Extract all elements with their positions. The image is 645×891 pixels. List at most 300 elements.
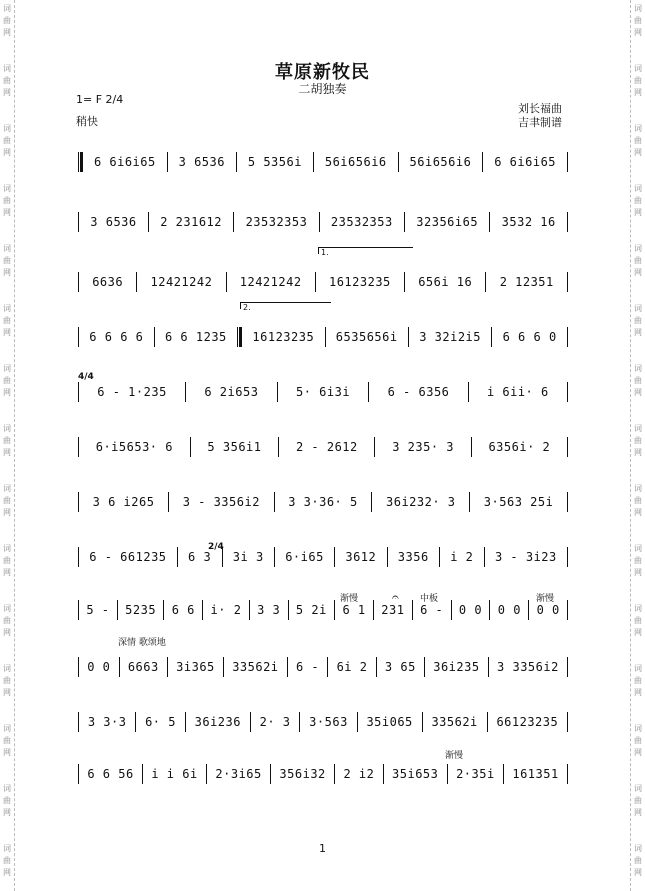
measure-notes: 6·i65 [285, 550, 324, 564]
score-subtitle: 二胡独奏 [298, 82, 347, 96]
measure [335, 603, 373, 617]
barline [567, 382, 568, 402]
watermark-glyph: 曲 [634, 16, 642, 25]
measure-notes: 6 - [295, 660, 320, 674]
measure-strip [78, 712, 568, 732]
measure-strip [78, 437, 568, 457]
slur-mark [326, 215, 397, 217]
score-row [78, 200, 568, 240]
measure-notes: 2·3i65 [215, 767, 262, 781]
barline [567, 492, 568, 512]
watermark-glyph: 网 [634, 328, 642, 337]
measure-notes: 3 6536 [90, 215, 137, 229]
measure [79, 495, 168, 509]
watermark-glyph: 词 [634, 844, 642, 853]
time-signature-4-4: 4/4 [78, 372, 94, 382]
slur-mark [405, 155, 475, 157]
measure [377, 660, 424, 674]
watermark-glyph: 曲 [3, 676, 11, 685]
measure-notes: i 2 [450, 550, 474, 564]
watermark-glyph: 词 [3, 184, 11, 193]
slur-mark [305, 715, 352, 717]
slur-mark [509, 767, 562, 769]
measure [425, 660, 488, 674]
watermark-glyph: 曲 [634, 676, 642, 685]
slur-mark [161, 330, 230, 332]
watermark-glyph: 网 [634, 628, 642, 637]
watermark-glyph: 网 [634, 868, 642, 877]
slur-mark [167, 603, 199, 605]
measure [316, 275, 404, 289]
watermark-group [1, 784, 13, 820]
measure [483, 155, 567, 169]
watermark-glyph: 曲 [3, 376, 11, 385]
slur-mark [276, 767, 329, 769]
watermark-glyph: 曲 [3, 16, 11, 25]
measure [79, 275, 136, 289]
measure-notes: 3 - 3356i2 [182, 495, 260, 509]
measure-notes: 56i656i6 [324, 155, 387, 169]
watermark-glyph: 词 [634, 124, 642, 133]
slur-mark [478, 495, 559, 497]
slur-mark [332, 660, 372, 662]
measure-notes: 6663 [127, 660, 159, 674]
measure [79, 660, 119, 674]
measure [79, 330, 154, 344]
watermark-glyph: 曲 [634, 616, 642, 625]
measure [223, 550, 274, 564]
measure [448, 767, 503, 781]
measure [242, 330, 324, 344]
measure [314, 155, 398, 169]
score-row [78, 260, 568, 300]
slur-mark [392, 550, 435, 552]
measure-notes: i 6ii· 6 [486, 385, 549, 399]
measure [490, 215, 567, 229]
measure-notes: 6 3 [188, 550, 212, 564]
watermark-glyph: 词 [634, 304, 642, 313]
measure-notes: 3·563 [309, 715, 348, 729]
slur-mark [90, 155, 160, 157]
measure-notes: 32356i65 [416, 215, 479, 229]
score-row [78, 752, 568, 792]
watermark-glyph: 网 [3, 448, 11, 457]
measure-notes: 2 12351 [499, 275, 554, 289]
watermark-glyph: 词 [634, 784, 642, 793]
watermark-glyph: 曲 [3, 856, 11, 865]
slur-mark [428, 715, 482, 717]
slur-mark [493, 603, 525, 605]
measure [372, 495, 469, 509]
measure-strip [78, 382, 568, 402]
measure [79, 603, 117, 617]
watermark-glyph: 词 [634, 424, 642, 433]
measure [409, 330, 491, 344]
measure-strip [78, 327, 568, 347]
measure [328, 660, 375, 674]
measure [224, 660, 287, 674]
measure [490, 603, 528, 617]
time-signature-2-4: 2/4 [208, 542, 224, 552]
measure [250, 603, 288, 617]
barline [567, 327, 568, 347]
watermark-glyph: 网 [3, 388, 11, 397]
watermark-glyph: 曲 [634, 196, 642, 205]
slur-mark [383, 440, 463, 442]
watermark-glyph: 网 [3, 328, 11, 337]
measure [143, 767, 206, 781]
slur-mark [191, 715, 245, 717]
watermark-glyph: 网 [3, 28, 11, 37]
measure-notes: 6 6i6i65 [93, 155, 156, 169]
watermark-glyph: 词 [3, 364, 11, 373]
measure [440, 550, 484, 564]
measure [399, 155, 483, 169]
watermark-group [632, 364, 644, 400]
measure-notes: 5 5356i [247, 155, 302, 169]
watermark-glyph: 网 [634, 448, 642, 457]
watermark-glyph: 曲 [634, 76, 642, 85]
watermark-glyph: 网 [634, 148, 642, 157]
measure-notes: 23532353 [330, 215, 393, 229]
composer-credit: 刘长福曲 [518, 102, 562, 115]
measure-notes: 2 i2 [343, 767, 375, 781]
watermark-glyph: 网 [3, 88, 11, 97]
slur-mark [84, 715, 131, 717]
measure-notes: 66123235 [496, 715, 559, 729]
watermark-group [632, 544, 644, 580]
measure [375, 440, 470, 454]
score-row [78, 588, 568, 628]
score-title: 草原新牧民 [275, 62, 370, 83]
watermark-group [1, 604, 13, 640]
measure-notes: 2·35i [456, 767, 495, 781]
measure-notes: 33562i [431, 715, 478, 729]
watermark-glyph: 曲 [634, 796, 642, 805]
measure-strip [78, 764, 568, 784]
measure-notes: i· 2 [210, 603, 242, 617]
watermark-glyph: 网 [634, 388, 642, 397]
watermark-group [632, 184, 644, 220]
measure [155, 330, 237, 344]
watermark-glyph: 曲 [634, 496, 642, 505]
measure [488, 715, 567, 729]
measure [413, 603, 451, 617]
watermark-glyph: 曲 [634, 316, 642, 325]
measure [168, 155, 236, 169]
watermark-glyph: 网 [3, 868, 11, 877]
slur-mark [253, 603, 285, 605]
measure [374, 603, 412, 617]
measure-notes: 5 356i1 [207, 440, 262, 454]
measure-notes: 3 235· 3 [392, 440, 454, 454]
watermark-glyph: 词 [634, 364, 642, 373]
barline [567, 212, 568, 232]
measure-notes: 2· 3 [259, 715, 291, 729]
measure [186, 385, 277, 399]
slur-mark [229, 660, 282, 662]
slur-mark [477, 385, 560, 387]
measure-notes: 6· 5 [145, 715, 176, 729]
measure-notes: 3612 [345, 550, 377, 564]
measure-notes: 6535656i [335, 330, 398, 344]
measure [79, 715, 135, 729]
measure [388, 550, 439, 564]
measure-strip [78, 272, 568, 292]
measure [335, 767, 383, 781]
measure-notes: 161351 [512, 767, 559, 781]
watermark-glyph: 曲 [3, 76, 11, 85]
measure [275, 495, 372, 509]
measure-strip [78, 212, 568, 232]
score-row [78, 315, 568, 355]
measure [275, 550, 334, 564]
measure [237, 155, 313, 169]
measure [79, 215, 148, 229]
measure-notes: 6 6 1235 [164, 330, 227, 344]
score-row [78, 425, 568, 465]
watermark-glyph: 词 [634, 4, 642, 13]
watermark-glyph: 曲 [3, 256, 11, 265]
watermark-glyph: 词 [634, 484, 642, 493]
barline [567, 600, 568, 620]
measure [120, 660, 167, 674]
annotation-shenqing: 深情 歌颂地 [118, 638, 166, 648]
barline [567, 547, 568, 567]
annotation-jianman-1: 渐慢 [340, 594, 359, 604]
measure-notes: 6356i· 2 [488, 440, 551, 454]
score-row [78, 370, 568, 410]
measure-notes: 3 6 i265 [92, 495, 155, 509]
measure [79, 440, 190, 454]
measure [358, 715, 422, 729]
measure-notes: 656i 16 [418, 275, 473, 289]
watermark-group [1, 244, 13, 280]
right-watermark-strip [630, 0, 645, 891]
watermark-glyph: 词 [634, 724, 642, 733]
measure-notes: 3356 [397, 550, 429, 564]
watermark-glyph: 曲 [3, 496, 11, 505]
measure-notes: 6 6i6i65 [494, 155, 557, 169]
measure-notes: 3 3 [257, 603, 281, 617]
watermark-group [632, 124, 644, 160]
watermark-glyph: 词 [634, 544, 642, 553]
measure [178, 550, 222, 564]
measure [326, 330, 408, 344]
measure [423, 715, 487, 729]
measure [529, 603, 567, 617]
measure-notes: 6 - 1·235 [97, 385, 167, 399]
measure-notes: 56i656i6 [409, 155, 472, 169]
watermark-glyph: 词 [3, 484, 11, 493]
slur-mark [498, 330, 561, 332]
watermark-glyph: 网 [634, 808, 642, 817]
measure [469, 385, 567, 399]
measure [186, 715, 250, 729]
watermark-glyph: 网 [3, 508, 11, 517]
watermark-glyph: 网 [3, 808, 11, 817]
measure [169, 495, 274, 509]
measure-notes: 6·i5653· 6 [95, 440, 173, 454]
watermark-group [1, 724, 13, 760]
watermark-glyph: 网 [3, 208, 11, 217]
watermark-glyph: 网 [3, 748, 11, 757]
measure-notes: 3i 3 [232, 550, 264, 564]
watermark-glyph: 词 [3, 64, 11, 73]
measure-notes: 5235 [125, 603, 157, 617]
watermark-group [1, 4, 13, 40]
barline [567, 437, 568, 457]
measure [136, 715, 185, 729]
measure-notes: 12421242 [239, 275, 302, 289]
measure-notes: 3·563 25i [483, 495, 554, 509]
measure [485, 550, 567, 564]
measure-notes: 3 32i2i5 [419, 330, 481, 344]
measure-notes: 36i236 [194, 715, 241, 729]
measure [164, 603, 202, 617]
watermark-group [632, 784, 644, 820]
measure [335, 550, 386, 564]
watermark-group [1, 664, 13, 700]
tempo-marking: 稍快 [76, 115, 98, 128]
measure-notes: 36i232· 3 [386, 495, 456, 509]
measure-notes: 36i235 [433, 660, 480, 674]
measure-notes: 3 - 3i23 [494, 550, 557, 564]
measure [83, 155, 167, 169]
measure [279, 440, 374, 454]
measure-notes: 0 0 [87, 660, 111, 674]
watermark-glyph: 曲 [634, 136, 642, 145]
slur-mark [198, 440, 272, 442]
watermark-group [632, 604, 644, 640]
watermark-glyph: 词 [634, 184, 642, 193]
measure-notes: 2 - 2612 [295, 440, 358, 454]
measure-notes: 0 0 [458, 603, 483, 617]
watermark-group [632, 724, 644, 760]
measure [369, 385, 467, 399]
slur-mark [148, 767, 201, 769]
watermark-glyph: 词 [3, 844, 11, 853]
watermark-glyph: 词 [3, 424, 11, 433]
measure [251, 715, 300, 729]
measure-notes: 5 2i [295, 603, 327, 617]
slur-mark [280, 550, 330, 552]
measure [203, 603, 249, 617]
watermark-group [1, 124, 13, 160]
barline [567, 657, 568, 677]
watermark-glyph: 词 [3, 664, 11, 673]
measure [486, 275, 567, 289]
measure [234, 215, 318, 229]
measure [271, 767, 334, 781]
watermark-glyph: 网 [634, 568, 642, 577]
measure-strip [78, 600, 568, 620]
measure [472, 440, 567, 454]
key-signature: 1= F 2/4 [76, 93, 124, 106]
measure-notes: 3i365 [176, 660, 215, 674]
watermark-glyph: 曲 [634, 736, 642, 745]
measure [289, 603, 335, 617]
watermark-glyph: 词 [3, 304, 11, 313]
watermark-group [1, 484, 13, 520]
watermark-glyph: 曲 [634, 856, 642, 865]
measure [278, 385, 369, 399]
arranger-credit: 吉聿制谱 [518, 116, 562, 129]
measure [191, 440, 279, 454]
watermark-group [632, 304, 644, 340]
measure-notes: 0 0 [536, 603, 560, 617]
watermark-group [1, 544, 13, 580]
measure [118, 603, 164, 617]
watermark-glyph: 词 [634, 64, 642, 73]
barline [567, 712, 568, 732]
measure [320, 215, 404, 229]
watermark-group [632, 244, 644, 280]
measure-notes: 356i32 [279, 767, 326, 781]
score-row [78, 140, 568, 180]
measure-notes: 35i065 [366, 715, 413, 729]
watermark-glyph: 网 [3, 268, 11, 277]
fermata-icon: 𝄐 [392, 590, 399, 604]
watermark-group [1, 424, 13, 460]
measure-notes: 3 3·36· 5 [288, 495, 358, 509]
watermark-glyph: 曲 [634, 556, 642, 565]
slur-mark [156, 215, 227, 217]
annotation-jianman-3: 渐慢 [445, 751, 464, 761]
measure-strip [78, 492, 568, 512]
measure [227, 275, 315, 289]
watermark-glyph: 网 [3, 568, 11, 577]
watermark-glyph: 曲 [3, 436, 11, 445]
measure-notes: 6 - 6356 [387, 385, 450, 399]
slur-mark [411, 275, 479, 277]
slur-mark [389, 767, 442, 769]
measure-notes: 3532 16 [501, 215, 556, 229]
measure [470, 495, 567, 509]
measure [504, 767, 567, 781]
measure-notes: 6 6 6 0 [502, 330, 557, 344]
slur-mark [491, 550, 560, 552]
measure-notes: 16123235 [328, 275, 391, 289]
measure-notes: 6i 2 [336, 660, 368, 674]
watermark-glyph: 网 [634, 688, 642, 697]
watermark-glyph: 曲 [634, 376, 642, 385]
watermark-group [632, 4, 644, 40]
score-row [78, 480, 568, 520]
watermark-glyph: 词 [3, 604, 11, 613]
slur-mark [430, 660, 483, 662]
measure [492, 330, 567, 344]
watermark-group [632, 664, 644, 700]
measure-strip [78, 657, 568, 677]
score-row [78, 645, 568, 685]
slur-mark [496, 215, 560, 217]
measure-notes: 6 6 [171, 603, 195, 617]
watermark-glyph: 词 [3, 784, 11, 793]
volta-second-ending: 2. [240, 302, 331, 309]
score-row [78, 700, 568, 740]
slur-mark [282, 495, 363, 497]
watermark-glyph: 网 [634, 748, 642, 757]
watermark-glyph: 曲 [3, 736, 11, 745]
watermark-glyph: 词 [3, 4, 11, 13]
left-watermark-strip [0, 0, 15, 891]
watermark-glyph: 词 [3, 544, 11, 553]
watermark-glyph: 网 [634, 508, 642, 517]
measure [168, 660, 223, 674]
watermark-glyph: 词 [634, 604, 642, 613]
measure-notes: 231 [381, 603, 405, 617]
